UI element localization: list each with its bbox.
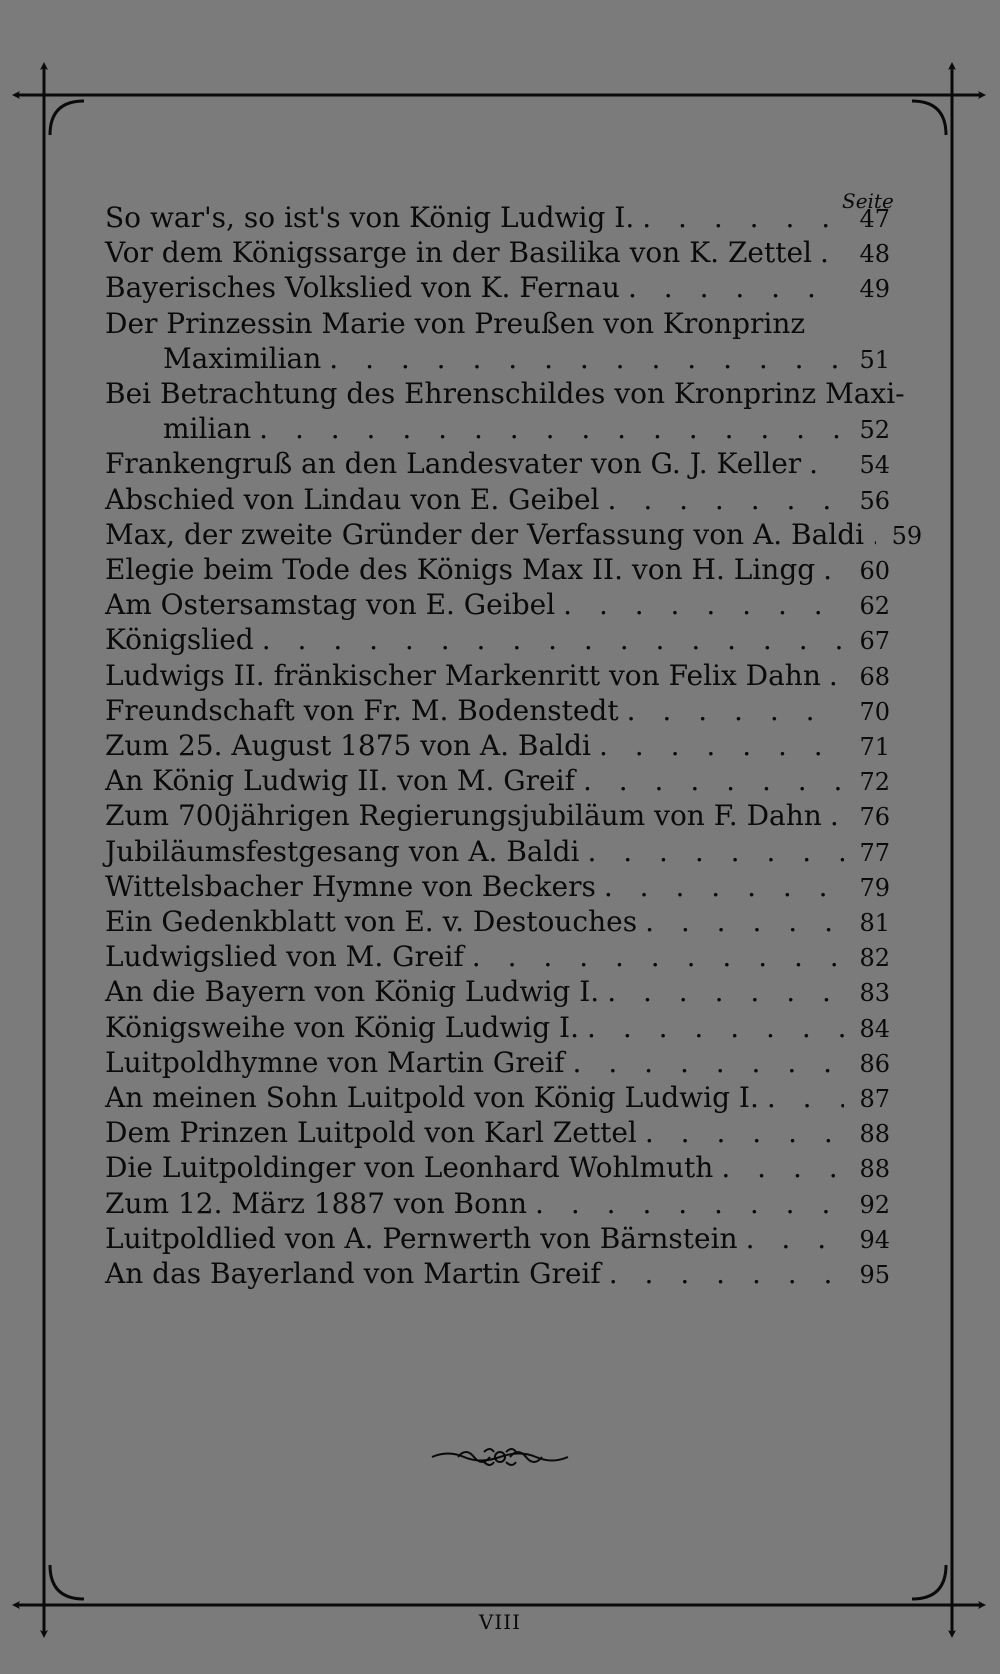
toc-entry-page: 83 bbox=[859, 979, 890, 1008]
toc-entry bbox=[105, 798, 890, 835]
toc-entry-page: 54 bbox=[859, 451, 890, 480]
toc-entry-title: Luitpoldhymne von Martin Greif bbox=[105, 1045, 565, 1079]
toc-leader-dots bbox=[579, 834, 844, 870]
toc-entry-title: An meinen Sohn Luitpold von König Ludwig I. bbox=[105, 1081, 759, 1114]
toc-entry bbox=[105, 306, 890, 342]
toc-entry bbox=[105, 552, 890, 589]
toc-entry bbox=[105, 446, 890, 483]
toc-leader-dots bbox=[713, 1150, 844, 1186]
toc-leader-dots bbox=[759, 1080, 844, 1116]
toc-leader-dots bbox=[864, 517, 876, 553]
toc-leader-dots bbox=[575, 763, 844, 799]
toc-entry-title: Max, der zweite Gründer der Verfassung von A. Baldi bbox=[105, 517, 865, 551]
toc-entry bbox=[105, 904, 890, 941]
toc-leader-dots bbox=[812, 235, 844, 271]
toc-entry bbox=[105, 658, 890, 695]
toc-leader-dots bbox=[579, 1010, 844, 1046]
toc-leader-dots bbox=[738, 1221, 844, 1257]
toc-entry-page: 95 bbox=[859, 1261, 890, 1289]
toc-leader-dots bbox=[527, 1186, 844, 1222]
toc-leader-dots bbox=[619, 693, 844, 729]
toc-entry bbox=[105, 939, 890, 976]
toc-leader-dots bbox=[815, 552, 844, 588]
toc-leader-dots bbox=[596, 869, 844, 905]
toc-entry-title: Bei Betrachtung des Ehrenschildes von Kronprinz Maxi- bbox=[105, 377, 905, 410]
toc-entry bbox=[105, 622, 890, 659]
toc-leader-dots bbox=[620, 270, 844, 306]
toc-entry-page: 62 bbox=[859, 592, 890, 621]
toc-entry bbox=[105, 1045, 890, 1082]
toc-entry bbox=[105, 270, 890, 307]
toc-entry bbox=[105, 587, 890, 624]
toc-entry bbox=[105, 1150, 890, 1187]
decorative-ornament bbox=[428, 1442, 572, 1472]
toc-entry bbox=[105, 517, 923, 554]
toc-entry bbox=[105, 693, 890, 730]
toc-entry bbox=[105, 1186, 890, 1223]
toc-entry-title: Jubiläumsfestgesang von A. Baldi bbox=[105, 834, 580, 868]
toc-entry-page: 51 bbox=[859, 345, 890, 374]
toc-entry bbox=[105, 200, 890, 237]
toc-entry-page: 60 bbox=[859, 557, 890, 585]
toc-leader-dots bbox=[321, 341, 844, 377]
page-column-header: Seite bbox=[842, 189, 894, 213]
toc-entry-page: 81 bbox=[859, 909, 890, 937]
toc-entry-page: 71 bbox=[859, 733, 890, 761]
toc-entry-title: An die Bayern von König Ludwig I. bbox=[105, 975, 600, 1009]
toc-leader-dots bbox=[565, 1045, 844, 1081]
toc-entry bbox=[105, 1080, 890, 1117]
toc-entry bbox=[105, 1010, 890, 1047]
toc-entry bbox=[105, 974, 890, 1011]
toc-entry-title: Freundschaft von Fr. M. Bodenstedt bbox=[105, 693, 619, 727]
toc-entry-page: 88 bbox=[859, 1120, 890, 1149]
toc-entry-title: Zum 700jährigen Regierungsjubiläum von F. Dahn bbox=[105, 799, 822, 833]
toc-leader-dots bbox=[801, 446, 844, 482]
page-number: VIII bbox=[478, 1610, 522, 1634]
toc-entry bbox=[105, 235, 890, 272]
toc-entry-page: 68 bbox=[859, 662, 890, 691]
toc-entry bbox=[163, 411, 890, 448]
toc-entry-title: Dem Prinzen Luitpold von Karl Zettel bbox=[105, 1116, 637, 1150]
toc-leader-dots bbox=[591, 728, 844, 764]
toc-entry-page: 72 bbox=[859, 768, 890, 797]
toc-leader-dots bbox=[822, 798, 844, 834]
toc-entry bbox=[105, 728, 890, 765]
toc-entry-title: Bayerisches Volkslied von K. Fernau bbox=[105, 271, 620, 305]
toc-entry-page: 56 bbox=[859, 486, 890, 515]
toc-entry-page: 88 bbox=[859, 1155, 890, 1184]
toc-entry-page: 49 bbox=[859, 275, 890, 304]
toc-entry bbox=[105, 482, 890, 519]
toc-entry-title: milian bbox=[163, 412, 252, 446]
toc-entry-page: 76 bbox=[859, 803, 890, 832]
toc-entry-page: 92 bbox=[859, 1190, 890, 1219]
toc-leader-dots bbox=[555, 587, 844, 623]
toc-leader-dots bbox=[637, 1115, 844, 1151]
toc-entry-page: 87 bbox=[859, 1085, 890, 1113]
toc-entry-title: So war's, so ist's von König Ludwig I. bbox=[105, 201, 635, 234]
toc-leader-dots bbox=[254, 622, 844, 658]
toc-entry-title: Ein Gedenkblatt von E. v. Destouches bbox=[105, 905, 638, 938]
toc-entry-title: Ludwigslied von M. Greif bbox=[105, 940, 464, 974]
toc-entry-page: 79 bbox=[859, 873, 890, 902]
toc-entry-title: Die Luitpoldinger von Leonhard Wohlmuth bbox=[105, 1151, 714, 1185]
toc-entry-page: 52 bbox=[859, 416, 890, 445]
toc-entry-page: 86 bbox=[859, 1049, 890, 1078]
toc-entry-page: 82 bbox=[859, 944, 890, 973]
toc-leader-dots bbox=[637, 904, 844, 940]
toc-entry-page: 59 bbox=[891, 521, 923, 550]
toc-entry bbox=[105, 1256, 890, 1293]
toc-entry-title: Frankengruß an den Landesvater von G. J. Keller bbox=[105, 447, 802, 481]
toc-entry-title: Maximilian bbox=[163, 341, 322, 375]
toc-entry bbox=[105, 1115, 890, 1152]
toc-entry-title: Abschied von Lindau von E. Geibel bbox=[105, 482, 600, 516]
toc-leader-dots bbox=[600, 482, 844, 518]
toc-leader-dots bbox=[464, 939, 844, 975]
toc-entry-title: Königsweihe von König Ludwig I. bbox=[105, 1010, 580, 1044]
toc-entry-title: Königslied bbox=[105, 623, 254, 657]
toc-entry-page: 48 bbox=[859, 240, 890, 269]
toc-entry-title: Elegie beim Tode des Königs Max II. von H. Lingg bbox=[105, 553, 816, 586]
toc-entry-title: Am Ostersamstag von E. Geibel bbox=[105, 588, 556, 622]
toc-entry-page: 77 bbox=[859, 838, 890, 867]
toc-entry-title: An das Bayerland von Martin Greif bbox=[105, 1257, 601, 1290]
toc-entry-page: 84 bbox=[859, 1014, 890, 1043]
toc-entry-page: 67 bbox=[859, 627, 890, 656]
toc-entry-title: Zum 12. März 1887 von Bonn bbox=[105, 1186, 528, 1220]
toc-entry-title: Luitpoldlied von A. Pernwerth von Bärnstein bbox=[105, 1221, 738, 1255]
toc-entry-page: 70 bbox=[859, 697, 890, 726]
toc-leader-dots bbox=[599, 974, 844, 1010]
toc-entry bbox=[105, 1221, 890, 1258]
toc-entry-title: Ludwigs II. fränkischer Markenritt von Felix Dahn bbox=[105, 658, 821, 692]
toc-entry-title: Wittelsbacher Hymne von Beckers bbox=[105, 869, 596, 903]
toc-entry-page: 94 bbox=[859, 1225, 890, 1254]
toc-entry-title: An König Ludwig II. von M. Greif bbox=[105, 764, 575, 798]
toc-leader-dots bbox=[601, 1256, 844, 1292]
toc-entry bbox=[105, 763, 890, 800]
toc-entry bbox=[105, 834, 890, 871]
toc-entry bbox=[105, 869, 890, 906]
toc-entry-title: Der Prinzessin Marie von Preußen von Kronprinz bbox=[105, 306, 806, 340]
toc-leader-dots bbox=[821, 658, 844, 694]
toc-entry-title: Zum 25. August 1875 von A. Baldi bbox=[105, 729, 591, 762]
toc-entry bbox=[105, 376, 905, 412]
toc-leader-dots bbox=[634, 200, 844, 236]
toc-leader-dots bbox=[251, 411, 844, 447]
toc-entry-title: Vor dem Königssarge in der Basilika von K. Zettel bbox=[105, 236, 812, 270]
toc-entry-page: 47 bbox=[859, 205, 890, 233]
toc-entry bbox=[163, 341, 890, 378]
